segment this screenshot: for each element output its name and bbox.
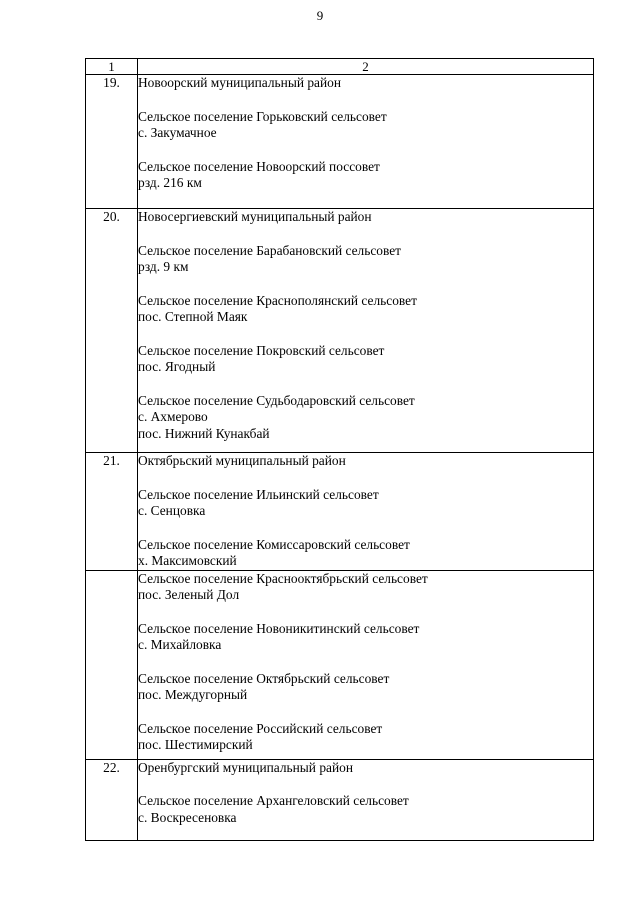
- settlement-name: Сельское поселение Краснооктябрьский сельсовет: [138, 570, 428, 586]
- settlement-entry: [138, 393, 593, 443]
- settlement-entry: [138, 159, 593, 192]
- district-name: Октябрьский муниципальный район: [138, 453, 346, 468]
- settlements-table: [85, 58, 594, 841]
- settlement-name: Сельское поселение Новоникитинский сельсовет: [138, 620, 420, 636]
- district-name: Новосергиевский муниципальный район: [138, 209, 372, 224]
- settlement-entry: [138, 621, 593, 654]
- row-content: [138, 453, 594, 571]
- column-header-2: 2: [138, 59, 594, 75]
- settlement-name: Сельское поселение Российский сельсовет: [138, 720, 383, 736]
- district-name: Новоорский муниципальный район: [138, 75, 342, 90]
- table-header-row: [86, 59, 594, 75]
- locality-name: с. Сенцовка: [138, 503, 206, 518]
- row-number: 19.: [86, 75, 138, 209]
- row-number: [86, 570, 138, 759]
- locality-name: пос. Степной Маяк: [138, 309, 248, 324]
- table-row: [86, 570, 594, 759]
- row-number: 20.: [86, 209, 138, 453]
- locality-name: с. Закумачное: [138, 125, 217, 140]
- settlement-name: Сельское поселение Комиссаровский сельсовет: [138, 536, 410, 552]
- locality-name: рзд. 9 км: [138, 259, 189, 274]
- locality-name: пос. Ягодный: [138, 359, 216, 374]
- settlement-name: Сельское поселение Горьковский сельсовет: [138, 108, 387, 124]
- settlement-name: Сельское поселение Октябрьский сельсовет: [138, 670, 390, 686]
- settlement-entry: [138, 671, 593, 704]
- locality-name: с. Михайловка: [138, 637, 222, 652]
- settlement-entry: [138, 793, 593, 826]
- settlement-entry: [138, 571, 593, 604]
- settlement-entry: [138, 537, 593, 570]
- locality-name: рзд. 216 км: [138, 175, 202, 190]
- row-content: [138, 570, 594, 759]
- settlement-name: Сельское поселение Ильинский сельсовет: [138, 486, 379, 502]
- table-row: [86, 759, 594, 840]
- locality-name: пос. Междугорный: [138, 687, 248, 702]
- settlement-entry: [138, 243, 593, 276]
- locality-name: пос. Шестимирский: [138, 737, 253, 752]
- row-number: 21.: [86, 453, 138, 571]
- settlement-entry: [138, 293, 593, 326]
- row-content: [138, 759, 594, 840]
- table-row: [86, 453, 594, 571]
- locality-name: пос. Нижний Кунакбай: [138, 425, 270, 441]
- row-content: [138, 209, 594, 453]
- settlement-entry: [138, 721, 593, 754]
- locality-name: х. Максимовский: [138, 553, 237, 568]
- settlement-name: Сельское поселение Судьбодаровский сельсовет: [138, 392, 415, 408]
- settlement-name: Сельское поселение Краснополянский сельсовет: [138, 292, 417, 308]
- settlement-entry: [138, 343, 593, 376]
- locality-name: с. Ахмерово: [138, 409, 208, 424]
- locality-name: с. Воскресеновка: [138, 809, 237, 825]
- settlement-name: Сельское поселение Барабановский сельсовет: [138, 242, 402, 258]
- table-row: [86, 209, 594, 453]
- page-number: 9: [316, 8, 324, 23]
- locality-name: пос. Зеленый Дол: [138, 587, 240, 602]
- settlement-entry: [138, 487, 593, 520]
- district-name: Оренбургский муниципальный район: [138, 759, 353, 775]
- table-row: [86, 75, 594, 209]
- row-number: 22.: [86, 759, 138, 840]
- row-content: [138, 75, 594, 209]
- settlement-entry: [138, 109, 593, 142]
- settlement-name: Сельское поселение Архангеловский сельсовет: [138, 793, 409, 808]
- column-header-1: 1: [86, 59, 138, 75]
- settlement-name: Сельское поселение Новоорский поссовет: [138, 158, 380, 174]
- settlement-name: Сельское поселение Покровский сельсовет: [138, 342, 385, 358]
